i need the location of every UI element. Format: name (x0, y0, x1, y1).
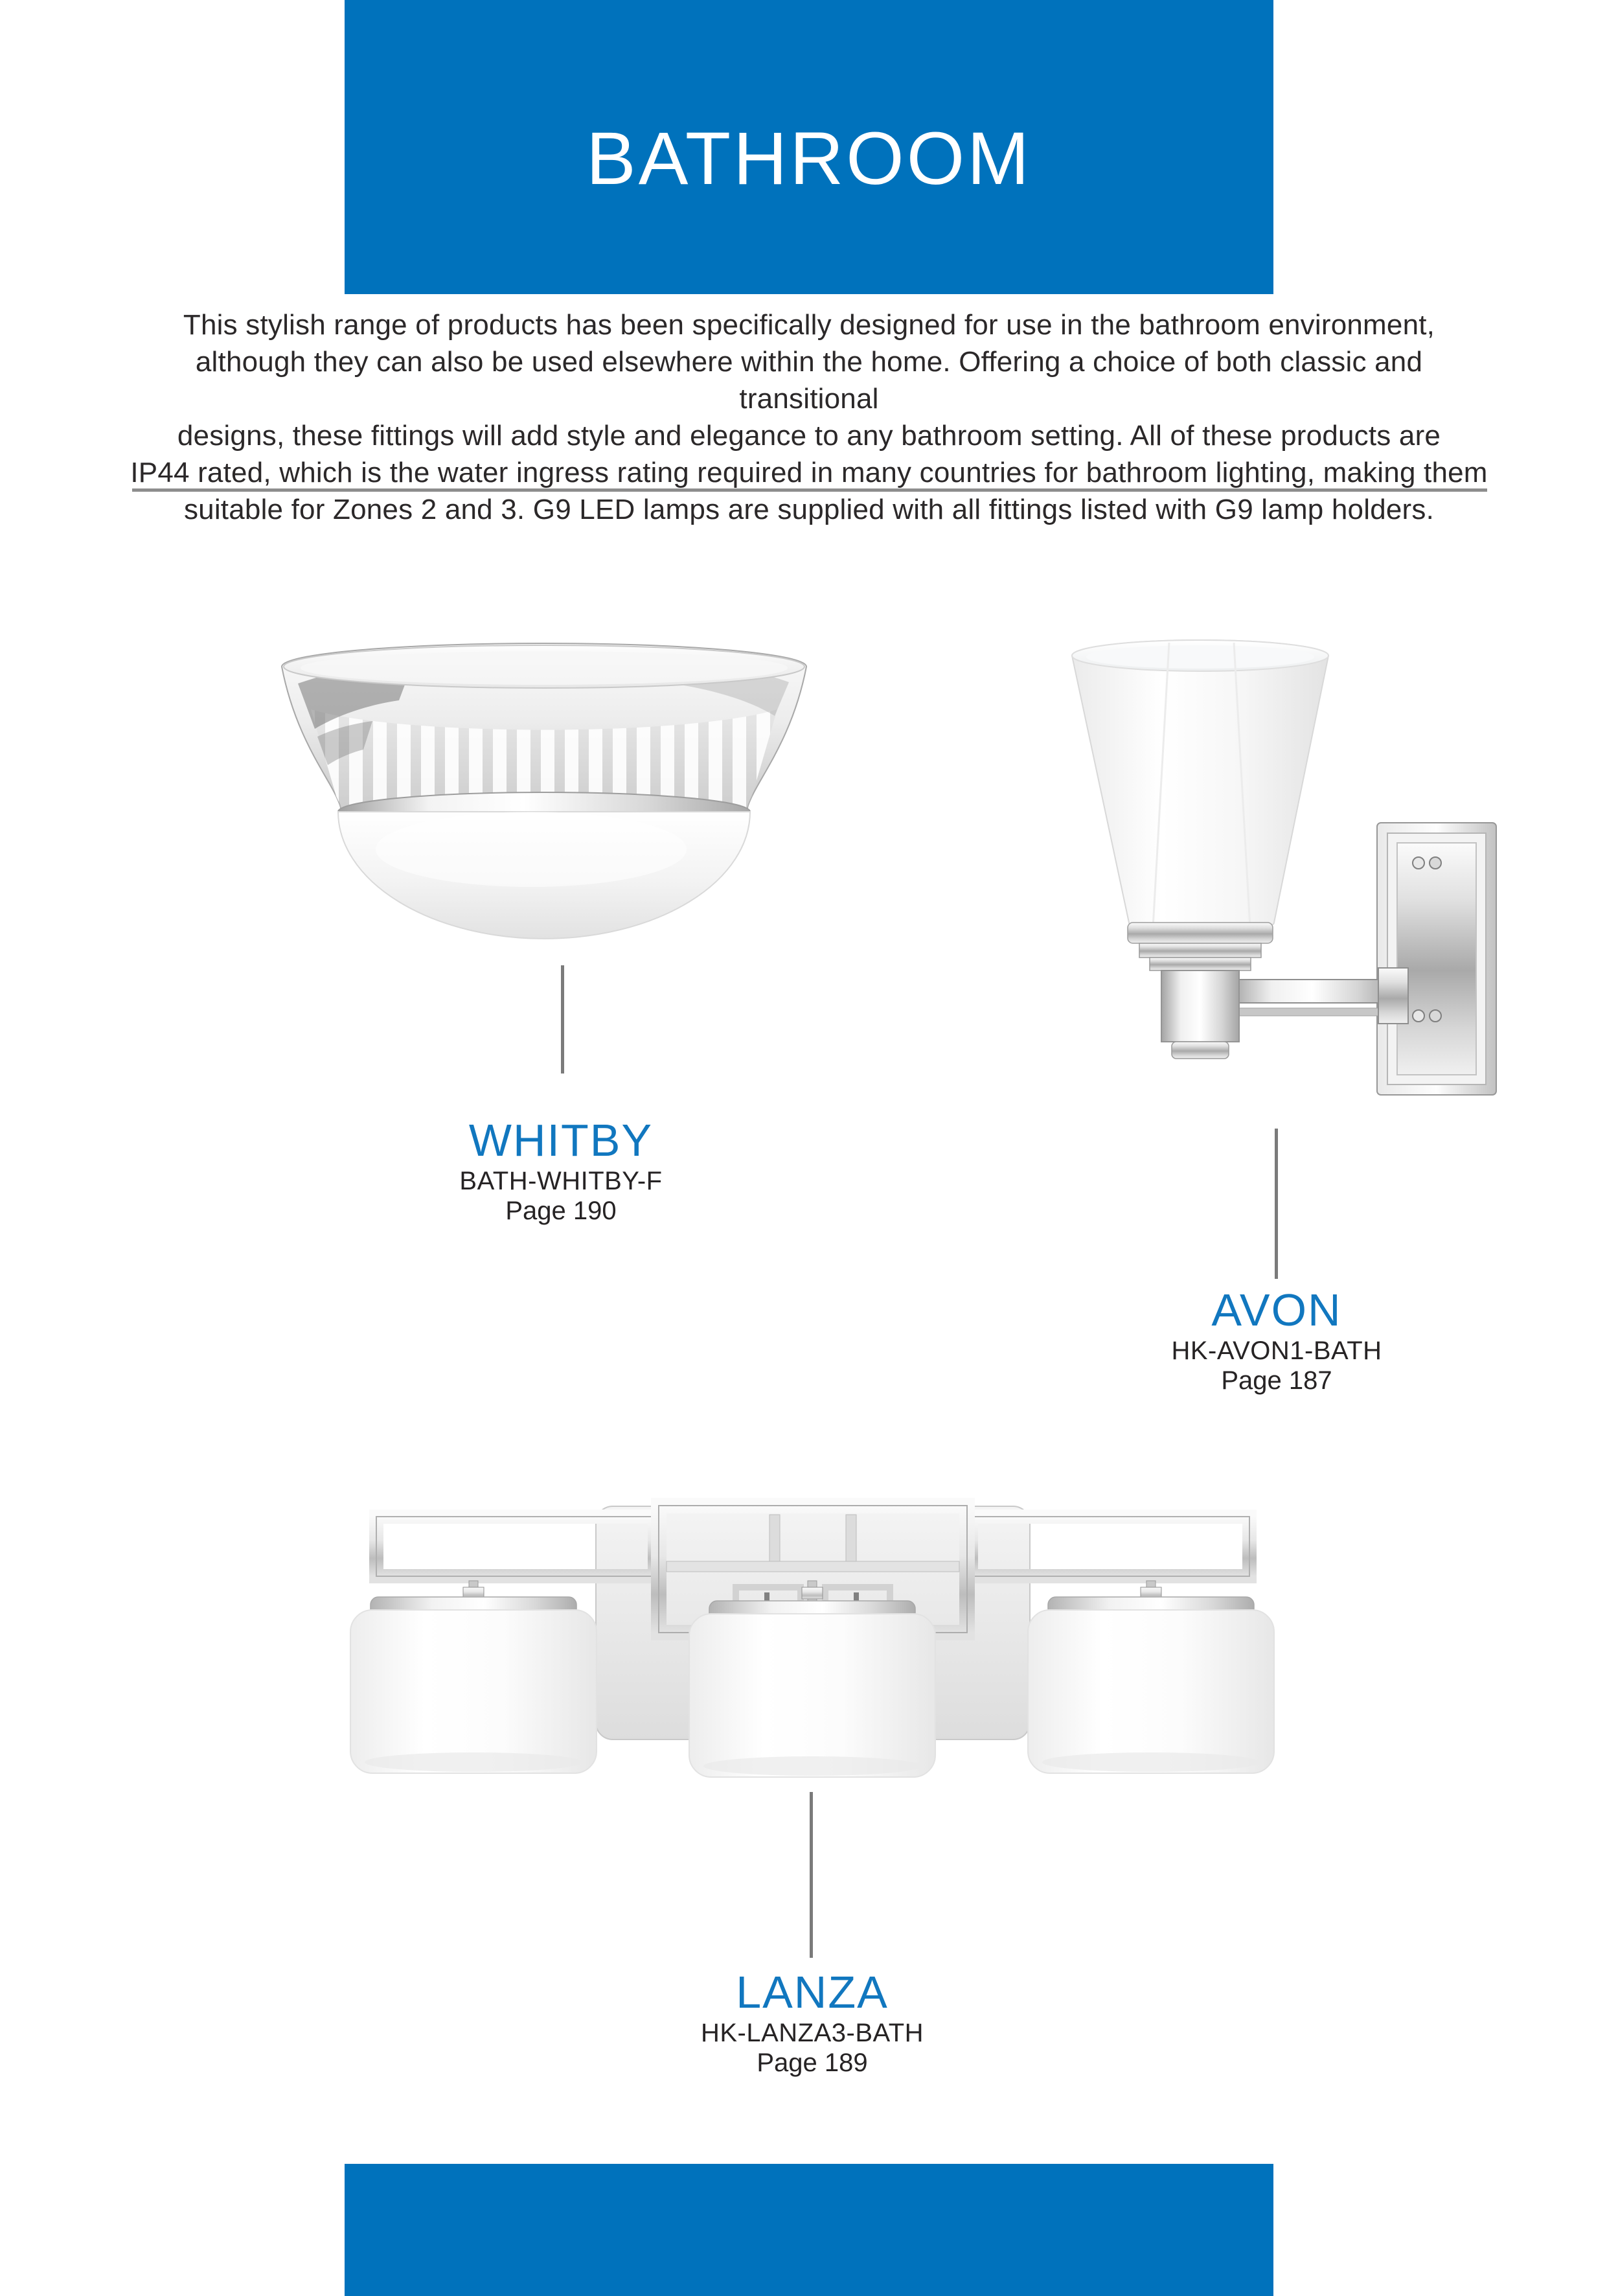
whitby-flush-light-image (272, 638, 816, 952)
avon-leader-line (1275, 1129, 1278, 1279)
lanza-three-light-image (350, 1490, 1276, 1795)
whitby-leader-line (561, 965, 564, 1073)
intro-line: although they can also be used elsewhere within the home. Offering a choice of both classic and transitional (195, 346, 1423, 415)
product-name: WHITBY (468, 1115, 654, 1165)
category-title: BATHROOM (586, 117, 1032, 200)
intro-line: suitable for Zones 2 and 3. G9 LED lamps are supplied with all fittings listed with G9 lamp holders. (183, 494, 1435, 525)
lanza-leader-line (810, 1792, 813, 1958)
intro-paragraph (129, 306, 1489, 528)
product-page-ref: Page 187 (1221, 1366, 1332, 1395)
product-code: HK-LANZA3-BATH (700, 2019, 924, 2047)
product-code: BATH-WHITBY-F (459, 1167, 663, 1195)
product-page-ref: Page 190 (505, 1197, 617, 1225)
product-page-ref: Page 189 (757, 2049, 868, 2077)
product-label-avon (1050, 1284, 1503, 1395)
intro-line: designs, these fittings will add style and elegance to any bathroom setting. All of these products are (177, 420, 1441, 452)
intro-line: IP44 rated, which is the water ingress rating required in many countries for bathroom lighting, making them (130, 457, 1488, 488)
intro-line: This stylish range of products has been specifically designed for use in the bathroom environment, (183, 309, 1435, 341)
divider-rule (132, 488, 1487, 492)
category-banner (345, 0, 1273, 294)
product-name: AVON (1211, 1285, 1342, 1335)
footer-banner (345, 2164, 1273, 2296)
product-label-lanza (586, 1966, 1039, 2078)
product-code: HK-AVON1-BATH (1171, 1337, 1382, 1365)
product-label-whitby (334, 1114, 788, 1226)
avon-wall-light-image (1036, 635, 1555, 1101)
product-name: LANZA (736, 1967, 889, 2017)
